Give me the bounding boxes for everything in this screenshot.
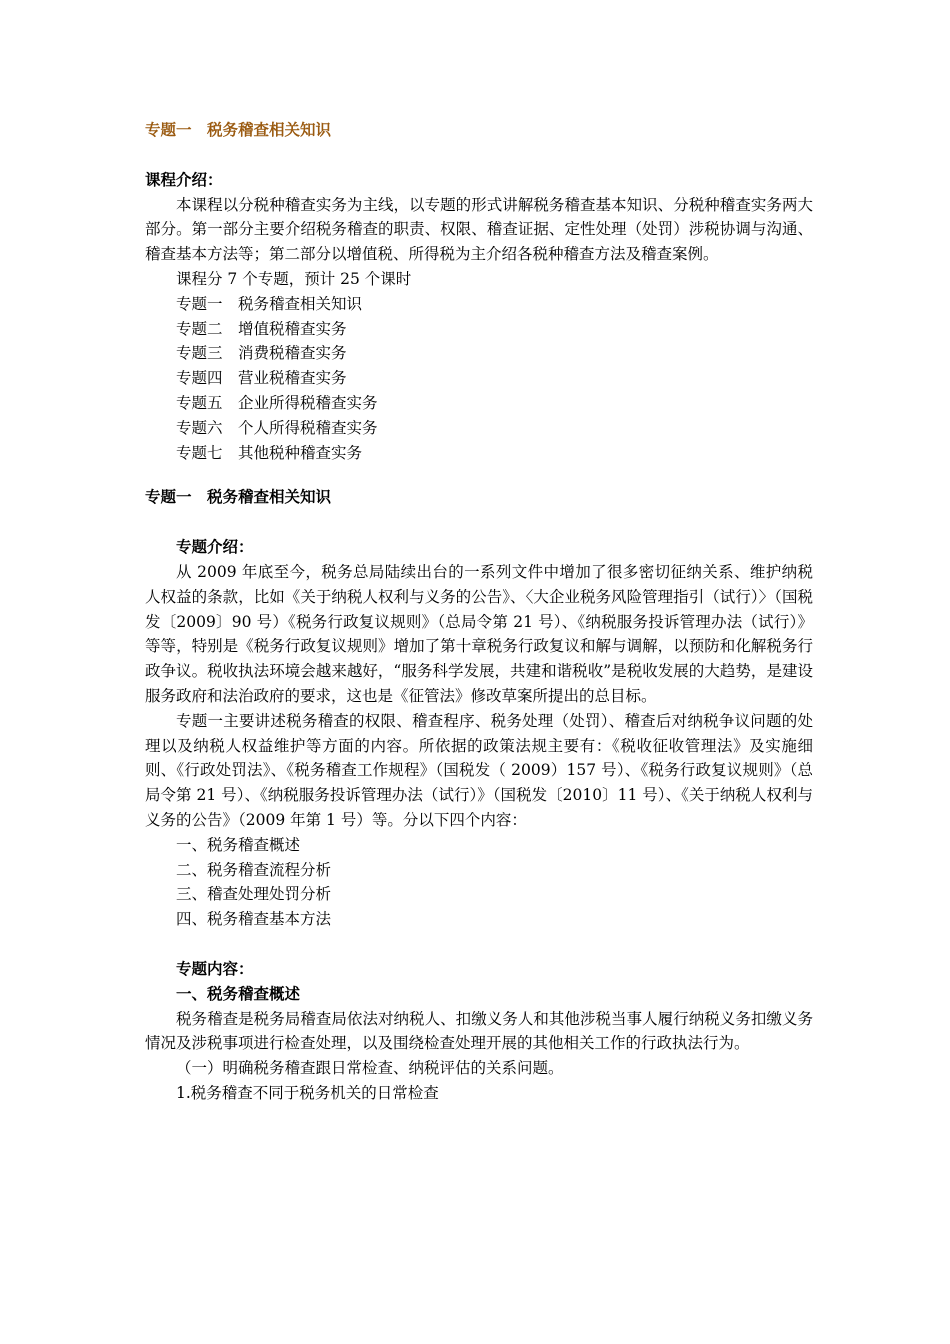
topic-list <box>145 292 813 466</box>
document-page <box>145 118 813 1106</box>
outline-list <box>145 833 813 932</box>
topic-item: 专题六 个人所得税稽查实务 <box>176 418 378 437</box>
topic-item: 专题三 消费税稽查实务 <box>176 344 347 363</box>
course-summary: 课程分 7 个专题，预计 25 个课时 <box>176 269 412 288</box>
course-intro-paragraph: 本课程以分税种稽查实务为主线，以专题的形式讲解税务稽查基本知识、分税种稽查实务两大部分。第一部分主要介绍税务稽查的职责、权限、稽查证据、定性处理（处罚）涉税协调与沟通、稽查基本方法等；第二部分以增值税、所得税为主介绍各税种稽查方法及稽查案例。 <box>145 195 813 264</box>
content-subheading-1: （一）明确税务稽查跟日常检查、纳税评估的关系问题。 <box>176 1059 564 1078</box>
section-title: 专题一 税务稽查相关知识 <box>145 487 332 507</box>
topic-item: 专题四 营业税稽查实务 <box>176 369 347 388</box>
content-section-1-heading: 一、税务稽查概述 <box>176 983 301 1003</box>
topic-intro-heading: 专题介绍： <box>176 537 254 557</box>
outline-item: 四、税务稽查基本方法 <box>176 910 332 929</box>
outline-item: 一、税务稽查概述 <box>176 835 301 854</box>
topic-intro-paragraph-2: 专题一主要讲述税务稽查的权限、稽查程序、税务处理（处罚）、稽查后对纳税争议问题的处理以及纳税人权益维护等方面的内容。所依据的政策法规主要有：《税收征收管理法》及实施细则、《行政处罚法》、《税务稽查工作规程》（国税发（ 2009）157 号）、《税务行政复议规则》（总局令第 21 号）、《纳税服务投诉管理办法（试行）》（国税发〔2010〕11 号）、《关于纳税人权利与义务的公告》（2009 年第 1 号）等。分以下四个内容： <box>145 711 813 829</box>
topic-item: 专题五 企业所得税稽查实务 <box>176 393 378 412</box>
topic-item: 专题七 其他税种稽查实务 <box>176 443 363 462</box>
course-intro-heading: 课程介绍： <box>145 169 223 189</box>
content-paragraph-1: 税务稽查是税务局稽查局依法对纳税人、扣缴义务人和其他涉税当事人履行纳税义务扣缴义务情况及涉税事项进行检查处理，以及围绕检查处理开展的其他相关工作的行政执法行为。 <box>145 1009 813 1053</box>
topic-item: 专题一 税务稽查相关知识 <box>176 294 363 313</box>
topic-item: 专题二 增值税稽查实务 <box>176 319 347 338</box>
content-heading: 专题内容： <box>176 958 254 978</box>
outline-item: 二、税务稽查流程分析 <box>176 860 332 879</box>
content-subheading-1-1: 1.税务稽查不同于税务机关的日常检查 <box>176 1083 439 1102</box>
top-title: 专题一 税务稽查相关知识 <box>145 120 332 139</box>
outline-item: 三、稽查处理处罚分析 <box>176 885 332 904</box>
topic-intro-paragraph-1: 从 2009 年底至今，税务总局陆续出台的一系列文件中增加了很多密切征纳关系、维护纳税人权益的条款，比如《关于纳税人权利与义务的公告》、〈大企业税务风险管理指引（试行）〉（国税发〔2009〕90 号）《税务行政复议规则》（总局令第 21 号）、《纳税服务投诉管理办法（试行）》等等，特别是《税务行政复议规则》增加了第十章税务行政复议和解与调解，以预防和化解税务行政争议。税收执法环境会越来越好，“服务科学发展，共建和谐税收”是税收发展的大趋势，是建设服务政府和法治政府的要求，这也是《征管法》修改草案所提出的总目标。 <box>145 562 813 705</box>
